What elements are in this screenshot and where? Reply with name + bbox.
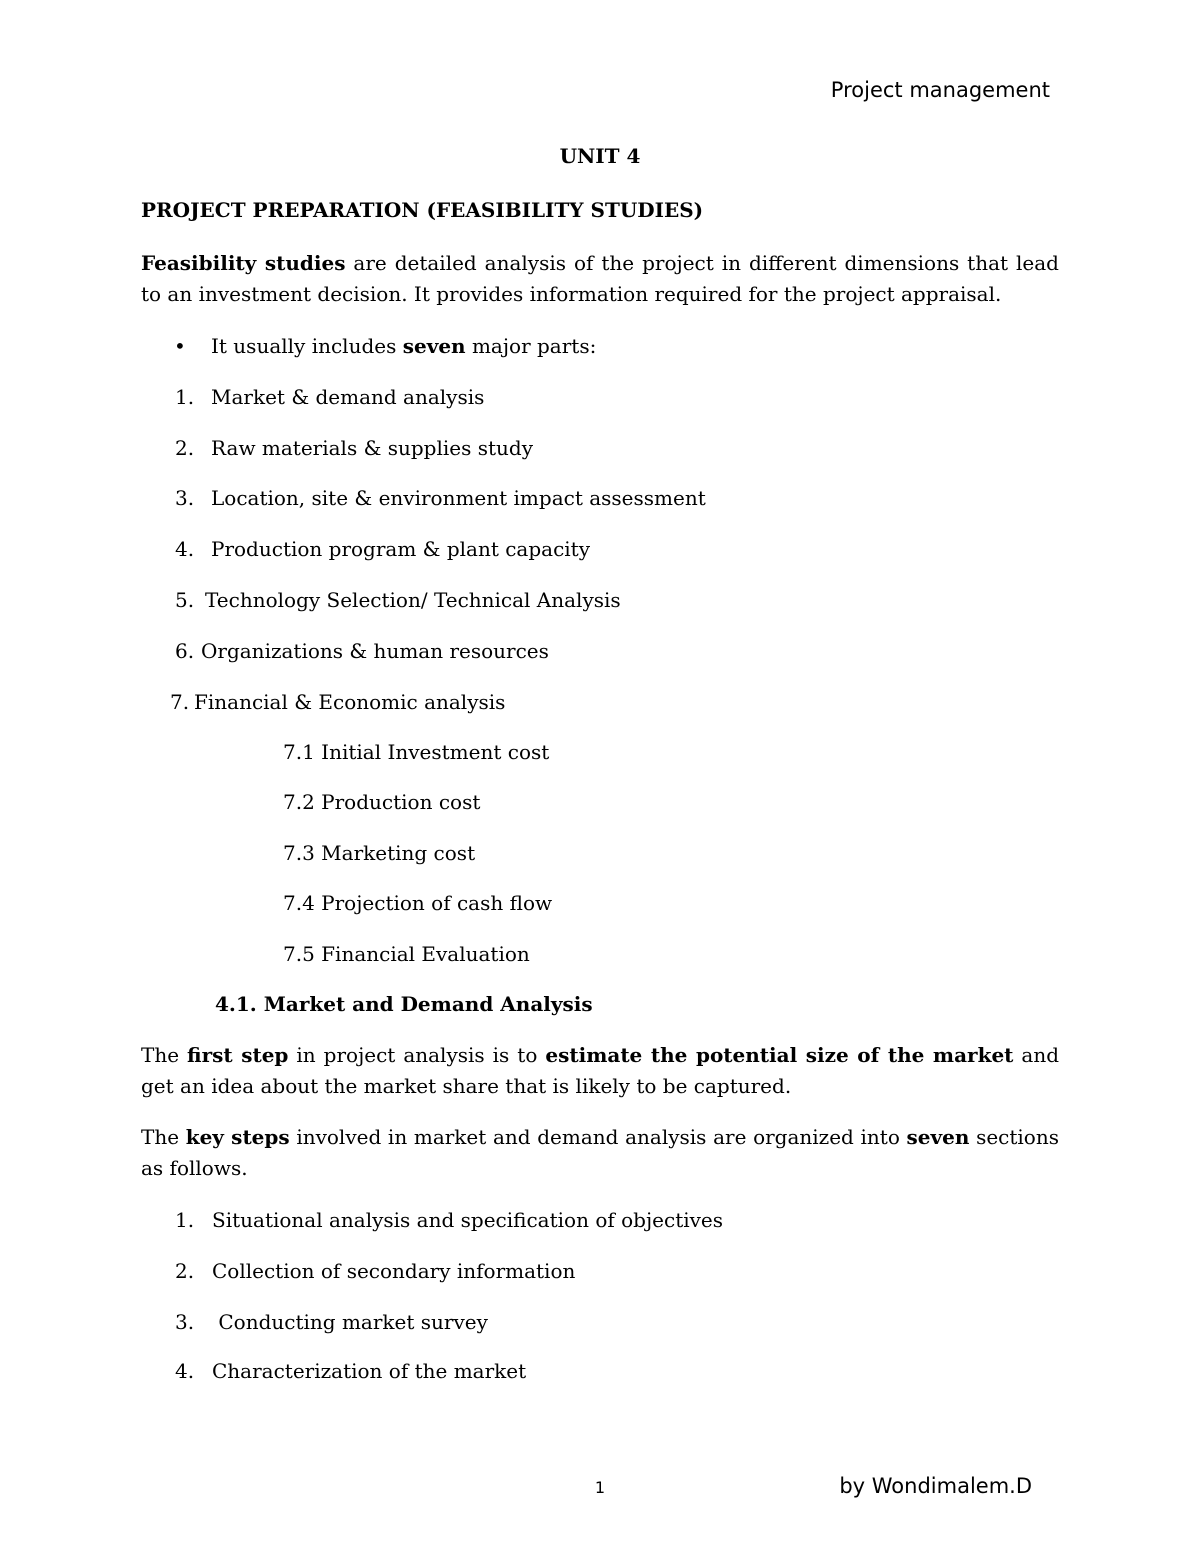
list-text: Production program & plant capacity — [211, 537, 591, 561]
sub-list-item: 7.3 Marketing cost — [283, 841, 476, 865]
list-number: 4. — [175, 537, 195, 561]
bullet-text-pre: It usually includes — [211, 334, 403, 358]
para-text: The — [141, 1125, 186, 1149]
list-text: Technology Selection/ Technical Analysis — [205, 588, 621, 612]
list-number: 5. — [175, 588, 195, 612]
para-text: sections as follows. — [141, 1125, 1059, 1180]
step-number: 1. — [175, 1208, 195, 1232]
paragraph-first-step — [141, 1040, 1059, 1102]
step-text: Situational analysis and specification of objectives — [212, 1208, 724, 1232]
page-number: 1 — [594, 1478, 606, 1497]
list-number: 6. — [175, 639, 195, 663]
step-text: Conducting market survey — [212, 1310, 488, 1334]
step-number: 2. — [175, 1259, 195, 1283]
list-text: Market & demand analysis — [211, 385, 485, 409]
para-text: and get an idea about the market share that is likely to be captured. — [141, 1043, 1059, 1098]
unit-title: UNIT 4 — [559, 144, 641, 168]
para-text: The — [141, 1043, 188, 1067]
step-number: 3. — [175, 1310, 195, 1334]
section-title: PROJECT PREPARATION (FEASIBILITY STUDIES) — [141, 198, 704, 222]
page-header: Project management — [830, 78, 1050, 102]
para-bold: key steps — [185, 1125, 290, 1149]
intro-bold: Feasibility studies — [141, 251, 346, 275]
list-text: Organizations & human resources — [201, 639, 549, 663]
bullet-text-post: major parts: — [465, 334, 597, 358]
footer-author: by Wondimalem.D — [839, 1474, 1032, 1498]
bullet-text — [211, 334, 596, 358]
para-text: involved in market and demand analysis are organized into — [289, 1125, 907, 1149]
sub-list-item: 7.4 Projection of cash flow — [283, 891, 553, 915]
bullet-symbol: • — [174, 334, 186, 358]
para-bold: estimate the potential size of the market — [545, 1043, 1014, 1067]
paragraph-key-steps — [141, 1122, 1059, 1184]
sub-list-item: 7.1 Initial Investment cost — [283, 740, 550, 764]
list-number: 2. — [175, 436, 195, 460]
list-text: Location, site & environment impact assessment — [211, 486, 706, 510]
list-number: 1. — [175, 385, 195, 409]
list-number: 7. — [170, 690, 190, 714]
step-number: 4. — [175, 1359, 195, 1383]
para-bold: seven — [906, 1125, 970, 1149]
intro-text: are detailed analysis of the project in different dimensions that lead to an investment decision. It provides information required for the project appraisal. — [141, 251, 1059, 306]
bullet-text-bold: seven — [402, 334, 466, 358]
list-number: 3. — [175, 486, 195, 510]
para-bold: first step — [187, 1043, 289, 1067]
list-text: Financial & Economic analysis — [194, 690, 506, 714]
para-text: in project analysis is to — [288, 1043, 546, 1067]
sub-list-item: 7.2 Production cost — [283, 790, 481, 814]
step-text: Collection of secondary information — [212, 1259, 576, 1283]
list-text: Raw materials & supplies study — [211, 436, 534, 460]
sub-list-item: 7.5 Financial Evaluation — [283, 942, 530, 966]
subsection-title: 4.1. Market and Demand Analysis — [215, 992, 593, 1016]
step-text: Characterization of the market — [212, 1359, 527, 1383]
intro-paragraph — [141, 248, 1059, 310]
